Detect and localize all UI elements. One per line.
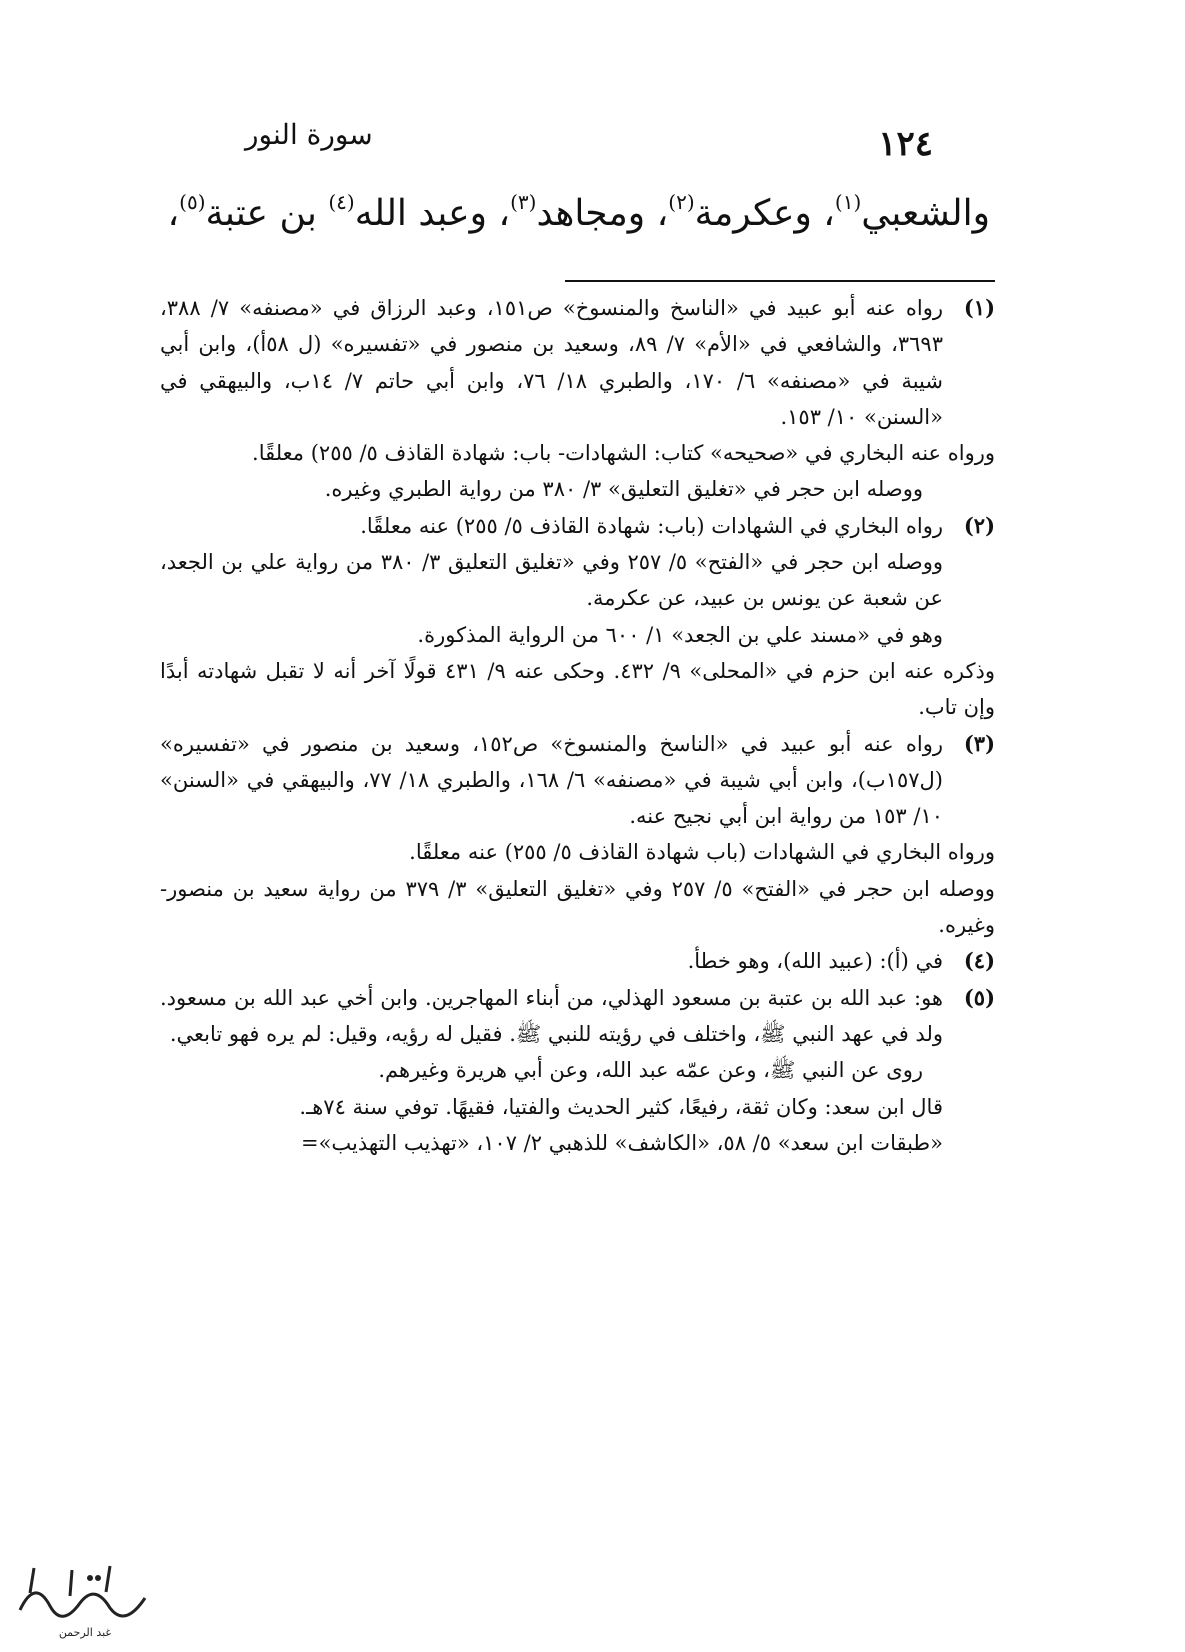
footnote-paragraph: «طبقات ابن سعد» ٥/ ٥٨، «الكاشف» للذهبي ٢/ ١٠٧، «تهذيب التهذيب»= <box>300 1130 943 1155</box>
footnote-ref[interactable]: (٢) <box>668 190 695 214</box>
footnote-number: (٢) <box>963 512 995 538</box>
footnote-number: (١) <box>963 295 995 320</box>
surah-title: سورة النور <box>245 118 373 151</box>
main-text-segment: بن عتبة <box>205 193 329 234</box>
footnote-paragraph: روى عن النبي ﷺ، وعن عمّه عبد الله، وعن أبي هريرة وغيرهم. <box>378 1058 923 1083</box>
footnote-ref[interactable]: (٥) <box>179 190 206 214</box>
footnote-paragraph: رواه عنه أبو عبيد في «الناسخ والمنسوخ» ص١٥٢، وسعيد بن منصور في «تفسيره» (ل١٥٧ب)، وابن أبي شيبة في «مصنفه» ٦/ ١٦٨، والطبري ١٨/ ٧٧، والبيهقي في «السنن» ١٠/ ١٥٣ من رواية ابن أبي نجيح عنه. <box>160 731 943 829</box>
main-text-segment: ، <box>167 193 180 234</box>
main-text-segment: ، وعكرمة <box>694 193 835 234</box>
footnote-divider <box>565 280 995 282</box>
footnote-paragraph: رواه البخاري في الشهادات (باب: شهادة القاذف ٥/ ٢٥٥) عنه معلقًا. <box>360 513 943 538</box>
main-text-segment: ، ومجاهد <box>536 193 669 234</box>
footnote-paragraph: ووصله ابن حجر في «الفتح» ٥/ ٢٥٧ وفي «تغليق التعليق ٣/ ٣٨٠ من رواية علي بن الجعد، عن شعبة عن يونس بن عبيد، عن عكرمة. <box>160 550 943 611</box>
footnote-paragraph: هو: عبد الله بن عتبة بن مسعود الهذلي، من أبناء المهاجرين. وابن أخي عبد الله بن مسعود. ولد في عهد النبي ﷺ، واختلف في رؤيته للنبي ﷺ. فقيل له رؤيه، وقيل: لم يره فهو تابعي. <box>160 985 943 1046</box>
footnote-number: (٥) <box>963 984 995 1010</box>
footnote-2 <box>160 508 995 726</box>
library-stamp-logo <box>10 1548 160 1648</box>
main-text-segment: ، وعبد الله <box>354 193 511 234</box>
footnote-4 <box>160 943 995 979</box>
footnote-ref[interactable]: (١) <box>834 190 862 214</box>
stamp-caption: غبد الرحمن <box>58 1626 112 1639</box>
footnote-paragraph: ورواه البخاري في الشهادات (باب شهادة القاذف ٥/ ٢٥٥) عنه معلقًا. <box>409 840 995 865</box>
footnotes <box>160 290 995 1161</box>
footnote-1 <box>160 290 995 508</box>
footnote-3 <box>160 726 995 944</box>
footnote-number: (٣) <box>963 730 995 756</box>
main-text-line <box>167 190 990 234</box>
footnote-5 <box>160 980 995 1161</box>
footnote-paragraph: ورواه عنه البخاري في «صحيحه» كتاب: الشهادات- باب: شهادة القاذف ٥/ ٢٥٥) معلقًا. <box>252 441 995 466</box>
main-text-segment: والشعبي <box>861 193 990 234</box>
footnote-paragraph: وذكره عنه ابن حزم في «المحلى» ٩/ ٤٣٢. وحكى عنه ٩/ ٤٣١ قولًا آخر أنه لا تقبل شهادته أبدًا وإن تاب. <box>160 658 995 720</box>
footnote-paragraph: وهو في «مسند علي بن الجعد» ١/ ٦٠٠ من الرواية المذكورة. <box>417 622 943 647</box>
footnote-paragraph: في (أ): (عبيد الله)، وهو خطأ. <box>687 949 943 974</box>
page-number: ١٢٤ <box>878 124 933 164</box>
footnote-paragraph: قال ابن سعد: وكان ثقة، رفيعًا، كثير الحديث والفتيا، فقيهًا. توفي سنة ٧٤هـ. <box>299 1094 943 1119</box>
footnote-paragraph: رواه عنه أبو عبيد في «الناسخ والمنسوخ» ص١٥١، وعبد الرزاق في «مصنفه» ٧/ ٣٨٨، ٣٦٩٣، والشافعي في «الأم» ٧/ ٨٩، وسعيد بن منصور في «تفسيره» (ل ٥٨أ)، وابن أبي شيبة في «مصنفه» ٦/ ١٧٠، والطبري ١٨/ ٧٦، وابن أبي حاتم ٧/ ١٤ب، والبيهقي في «السنن» ١٠/ ١٥٣. <box>160 296 943 429</box>
footnote-ref[interactable]: (٤) <box>328 190 355 214</box>
footnote-paragraph: ووصله ابن حجر في «الفتح» ٥/ ٢٥٧ وفي «تغليق التعليق» ٣/ ٣٧٩ من رواية سعيد بن منصور- وغيره. <box>160 876 995 938</box>
footnote-ref[interactable]: (٣) <box>510 190 537 214</box>
footnote-paragraph: ووصله ابن حجر في «تغليق التعليق» ٣/ ٣٨٠ من رواية الطبري وغيره. <box>324 477 923 502</box>
footnote-number: (٤) <box>963 948 995 974</box>
